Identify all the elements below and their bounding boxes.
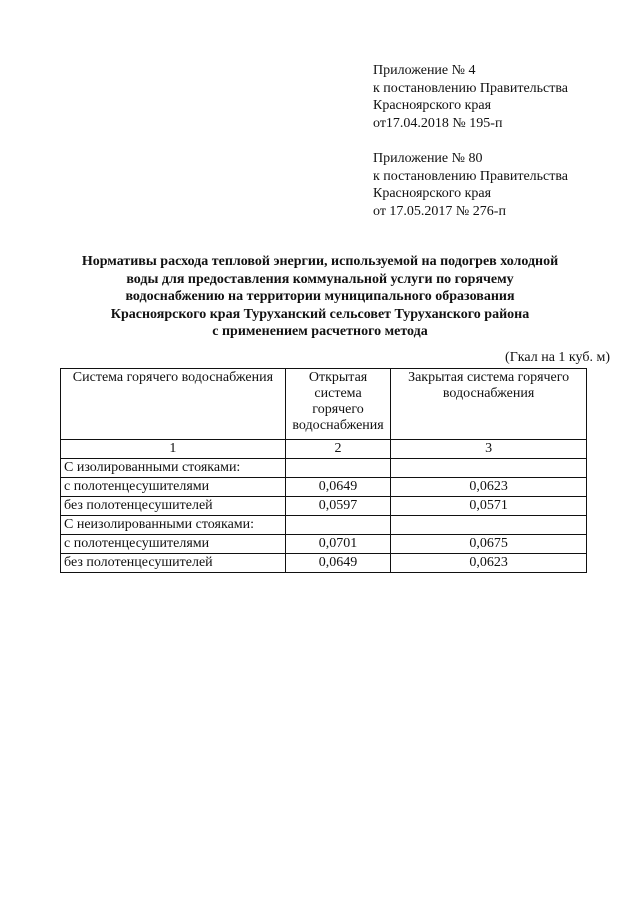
title-line: с применением расчетного метода	[212, 324, 428, 339]
table-row	[61, 554, 587, 573]
title-line: Нормативы расхода тепловой энергии, используемой на подогрев холодной	[81, 254, 559, 269]
annex-line: Красноярского края	[373, 186, 492, 201]
value-cell	[391, 459, 587, 478]
row-label-cell: с полотенцесушителями	[61, 478, 286, 497]
title-line: Красноярского края Туруханский сельсовет Туруханского района	[110, 306, 530, 322]
row-label-cell: С изолированными стояками:	[61, 459, 286, 478]
value-cell: 0,0675	[391, 535, 587, 554]
table-header-row	[61, 369, 587, 440]
value-cell: 0,0597	[285, 497, 390, 516]
value-cell: 0,0623	[391, 478, 587, 497]
annex-line: к постановлению Правительства	[373, 80, 569, 96]
document-title	[40, 253, 600, 341]
row-label-cell: С неизолированными стояками:	[61, 516, 286, 535]
value-cell: 0,0649	[285, 554, 390, 573]
value-cell: 0,0571	[391, 497, 587, 516]
header-cell-system: Система горячего водоснабжения	[61, 369, 286, 440]
value-cell: 0,0649	[285, 478, 390, 497]
table-row	[61, 478, 587, 497]
column-number-row	[61, 440, 587, 459]
table-row	[61, 535, 587, 554]
table-row	[61, 459, 587, 478]
header-cell-closed-system: Закрытая система горячего водоснабжения	[391, 369, 587, 440]
title-line: водоснабжению на территории муниципального образования	[125, 289, 515, 304]
annex-line: от17.04.2018 № 195-п	[373, 115, 503, 131]
value-cell	[285, 516, 390, 535]
norms-table	[60, 368, 587, 573]
column-number-cell: 3	[391, 440, 587, 459]
unit-label: (Гкал на 1 куб. м)	[505, 350, 610, 365]
header-cell-open-system: Открытая система горячего водоснабжения	[285, 369, 390, 440]
annex-header-1	[373, 62, 623, 132]
column-number-cell: 2	[285, 440, 390, 459]
annex-line: Приложение № 80	[373, 151, 483, 166]
annex-line: Приложение № 4	[373, 63, 476, 78]
value-cell	[391, 516, 587, 535]
title-line: воды для предоставления коммунальной услуги по горячему	[126, 271, 514, 287]
value-cell: 0,0623	[391, 554, 587, 573]
row-label-cell: без полотенцесушителей	[61, 497, 286, 516]
table-row	[61, 497, 587, 516]
annex-line: Красноярского края	[373, 98, 492, 113]
annex-header-2	[373, 150, 623, 220]
column-number-cell: 1	[61, 440, 286, 459]
value-cell: 0,0701	[285, 535, 390, 554]
value-cell	[285, 459, 390, 478]
annex-line: к постановлению Правительства	[373, 168, 569, 184]
row-label-cell: без полотенцесушителей	[61, 554, 286, 573]
row-label-cell: с полотенцесушителями	[61, 535, 286, 554]
table-row	[61, 516, 587, 535]
annex-line: от 17.05.2017 № 276-п	[373, 203, 506, 219]
